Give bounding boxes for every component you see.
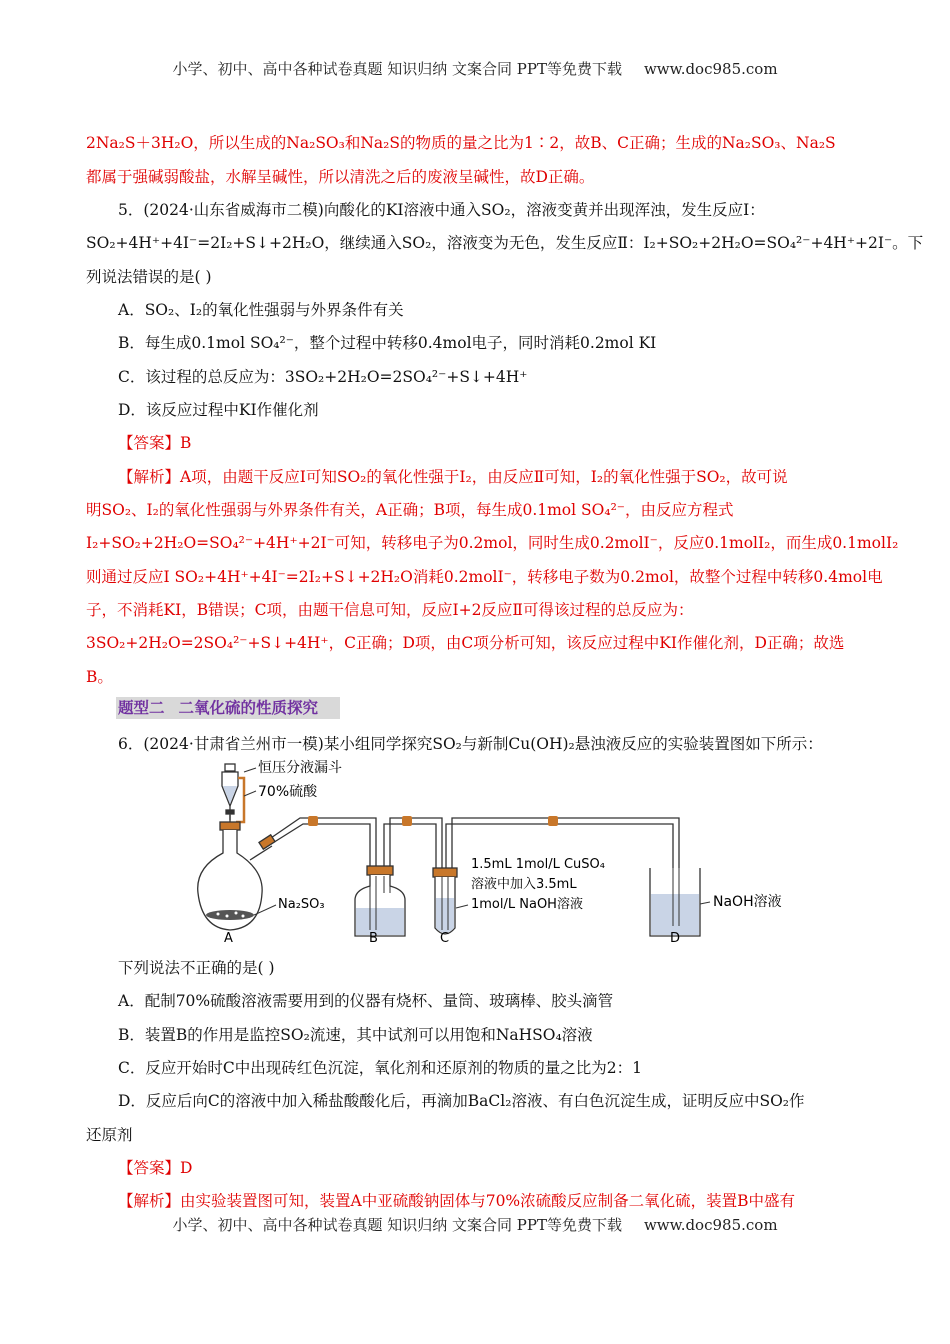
letter-c: C: [440, 931, 450, 946]
q5-stem-line-1: 5．(2024·山东省威海市二模)向酸化的KI溶液中通入SO₂，溶液变黄并出现浑浊，发生反应Ⅰ：: [118, 201, 765, 219]
section-heading: [116, 697, 340, 719]
acid-label: 70%硫酸: [258, 784, 318, 800]
q6-answer-tag: 【答案】: [118, 1159, 181, 1177]
c-label-1: 1.5mL 1mol/L CuSO₄: [471, 857, 605, 872]
footer-text: 小学、初中、高中各种试卷真题 知识归纳 文案合同 PPT等免费下载: [172, 1216, 622, 1234]
header-url[interactable]: www.doc985.com: [643, 60, 778, 78]
header-text: 小学、初中、高中各种试卷真题 知识归纳 文案合同 PPT等免费下载: [172, 60, 622, 78]
funnel-label: 恒压分液漏斗: [258, 760, 342, 776]
prev-analysis-line-2: 都属于强碱弱酸盐，水解呈碱性，所以清洗之后的废液呈碱性，故D正确。: [86, 168, 595, 186]
q5-answer-value: B: [180, 434, 192, 452]
prev-analysis-line-1: 2Na₂S＋3H₂O，所以生成的Na₂SO₃和Na₂S的物质的量之比为1∶2，故B、C正确；生成的Na₂SO₃、Na₂S: [86, 134, 836, 152]
q6-analysis-line-1: 【解析】由实验装置图可知，装置A中亚硫酸钠固体与70%浓硫酸反应制备二氧化硫，装置B中盛有: [118, 1192, 796, 1210]
apparatus-figure: [180, 758, 820, 948]
q5-answer: [118, 433, 191, 453]
q5-analysis-line-5: 子，不消耗KI，B错误；C项，由题干信息可知，反应Ⅰ+2反应Ⅱ可得该过程的总反应为：: [86, 601, 694, 619]
section-label: 题型二: [118, 698, 165, 717]
d-label: NaOH溶液: [713, 894, 782, 910]
solid-label: Na₂SO₃: [278, 897, 325, 912]
section-title: 二氧化硫的性质探究: [178, 698, 319, 717]
q5-analysis-line-4: 则通过反应Ⅰ SO₂+4H⁺+4I⁻=2I₂+S↓+2H₂O消耗0.2molI⁻，转移电子数为0.2mol，故整个过程中转移0.4mol电: [86, 568, 883, 586]
q5-option-d: D．该反应过程中KI作催化剂: [118, 401, 319, 419]
q5-stem-line-2: SO₂+4H⁺+4I⁻=2I₂+S↓+2H₂O，继续通入SO₂，溶液变为无色，发生反应Ⅱ：I₂+SO₂+2H₂O=SO₄²⁻+4H⁺+2I⁻。下: [86, 234, 924, 252]
beaker-d: [650, 868, 700, 936]
dropping-funnel: [222, 764, 244, 822]
q5-analysis-line-1: 【解析】A项，由题干反应Ⅰ可知SO₂的氧化性强于I₂，由反应Ⅱ可知，I₂的氧化性强于SO₂，故可说: [118, 468, 788, 486]
q5-stem-line-3: 列说法错误的是( ): [86, 268, 212, 286]
footer-url[interactable]: www.doc985.com: [643, 1216, 778, 1234]
page-footer: [0, 1214, 950, 1235]
q6-option-d-cont: 还原剂: [86, 1126, 133, 1144]
q6-stem: 6．(2024·甘肃省兰州市一模)某小组同学探究SO₂与新制Cu(OH)₂悬浊液反应的实验装置图如下所示：: [118, 735, 823, 753]
q6-option-c: C．反应开始时C中出现砖红色沉淀，氧化剂和还原剂的物质的量之比为2：1: [118, 1059, 642, 1077]
q5-option-c: C．该过程的总反应为：3SO₂+2H₂O=2SO₄²⁻+S↓+4H⁺: [118, 368, 528, 386]
q5-analysis-line-6: 3SO₂+2H₂O=2SO₄²⁻+S↓+4H⁺，C正确；D项，由C项分析可知，该反应过程中KI作催化剂，D正确；故选: [86, 634, 845, 652]
letter-a: A: [224, 931, 233, 946]
q5-option-a: A．SO₂、I₂的氧化性强弱与外界条件有关: [118, 301, 404, 319]
q5-analysis-tag: 【解析】: [118, 468, 181, 486]
q5-option-b: B．每生成0.1mol SO₄²⁻，整个过程中转移0.4mol电子，同时消耗0.2mol KI: [118, 334, 657, 352]
q6-option-b: B．装置B的作用是监控SO₂流速，其中试剂可以用饱和NaHSO₄溶液: [118, 1026, 593, 1044]
q6-option-d: D．反应后向C的溶液中加入稀盐酸酸化后，再滴加BaCl₂溶液、有白色沉淀生成，证明反应中SO₂作: [118, 1092, 805, 1110]
letter-b: B: [369, 931, 378, 946]
q5-analysis-line-2: 明SO₂、I₂的氧化性强弱与外界条件有关，A正确；B项，每生成0.1mol SO₄²⁻，由反应方程式: [86, 501, 734, 519]
test-tube-c: [433, 868, 457, 934]
bottle-b: [355, 866, 405, 936]
q5-analysis-line-3: I₂+SO₂+2H₂O=SO₄²⁻+4H⁺+2I⁻可知，转移电子为0.2mol，同时生成0.2molI⁻，反应0.1molI₂，而生成0.1molI₂: [86, 534, 899, 552]
q6-analysis-tag: 【解析】: [118, 1192, 181, 1210]
q6-option-a: A．配制70%硫酸溶液需要用到的仪器有烧杯、量筒、玻璃棒、胶头滴管: [118, 992, 614, 1010]
c-label-2: 溶液中加入3.5mL: [471, 877, 577, 892]
q6-ask: 下列说法不正确的是( ): [118, 959, 275, 977]
q6-answer-value: D: [180, 1159, 193, 1177]
q6-answer: [118, 1158, 192, 1178]
q5-answer-tag: 【答案】: [118, 434, 181, 452]
c-label-3: 1mol/L NaOH溶液: [471, 897, 583, 912]
q5-analysis-line-7: B。: [86, 668, 113, 686]
page-header: [0, 58, 950, 79]
flask-a: [198, 822, 275, 930]
letter-d: D: [670, 931, 681, 946]
